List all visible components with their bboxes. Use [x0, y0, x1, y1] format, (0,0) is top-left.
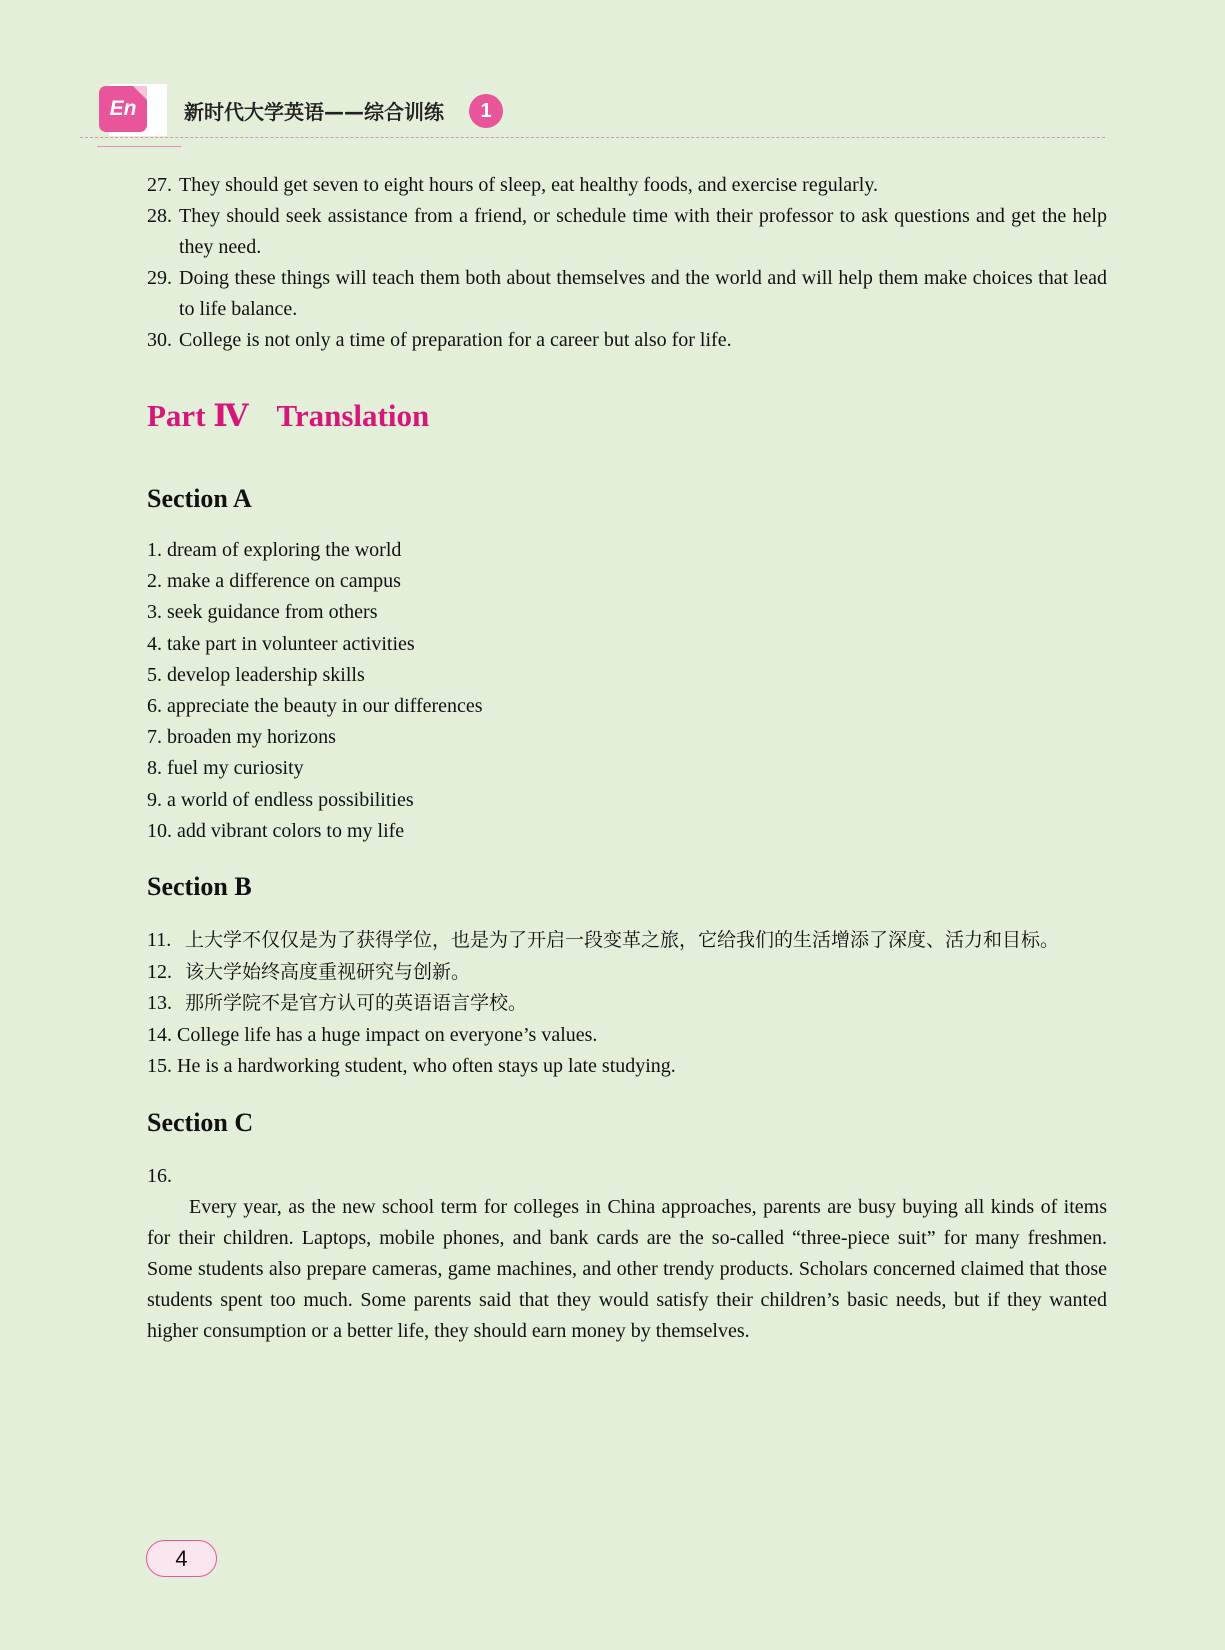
answer-item — [147, 263, 1107, 325]
list-item: 8. fuel my curiosity — [147, 757, 304, 780]
page-header — [0, 0, 1225, 150]
list-item: 7. broaden my horizons — [147, 726, 336, 749]
list-item: 9. a world of endless possibilities — [147, 788, 414, 811]
part-title: Translation — [276, 398, 430, 433]
item-number: 27. — [147, 174, 172, 196]
answers-continued — [147, 170, 1107, 356]
list-item: 6. appreciate the beauty in our differences — [147, 695, 483, 718]
item-text: 该大学始终高度重视研究与创新。 — [185, 960, 471, 983]
list-item: 3. seek guidance from others — [147, 601, 378, 624]
translation-paragraph: Every year, as the new school term for colleges in China approaches, parents are busy buying all kinds of items for their children. Laptops, mobile phones, and bank cards are the so-called “three-piece suit” for many freshmen. Some students also prepare cameras, game machines, and other trendy products. Scholars concerned claimed that those students spent too much. Some parents said that they would satisfy their children’s basic needs, but if they wanted higher consumption or a better life, they should earn money by themselves. — [147, 1195, 1107, 1343]
part-heading — [147, 395, 1107, 437]
item-text: Doing these things will teach them both about themselves and the world and will help them make choices that lead to life balance. — [179, 267, 1107, 320]
item-text: 上大学不仅仅是为了获得学位，也是为了开启一段变革之旅，它给我们的生活增添了深度、活力和目标。 — [185, 929, 1060, 952]
item-text: They should get seven to eight hours of sleep, eat healthy foods, and exercise regularly. — [179, 174, 879, 196]
list-item — [147, 925, 1107, 957]
list-item: 1. dream of exploring the world — [147, 539, 402, 561]
volume-badge: 1 — [469, 94, 503, 128]
logo — [99, 84, 169, 136]
item-number: 29. — [147, 267, 172, 289]
list-item: 5. develop leadership skills — [147, 663, 365, 686]
section-b-heading: Section B — [147, 872, 252, 902]
list-item: 10. add vibrant colors to my life — [147, 819, 405, 842]
section-a-heading: Section A — [147, 484, 252, 513]
section-c-number: 16. — [147, 1164, 172, 1187]
list-item: 14. College life has a huge impact on everyone’s values. — [147, 1023, 598, 1046]
section-c-heading: Section C — [147, 1107, 254, 1137]
header-dashed-divider — [80, 137, 1105, 138]
item-number: 11. — [147, 929, 172, 952]
page-content — [147, 170, 1107, 1348]
part-label: Part — [147, 398, 206, 433]
answer-item — [147, 325, 1107, 356]
logo-fold-corner — [133, 86, 147, 100]
item-text: 那所学院不是官方认可的英语语言学校。 — [185, 992, 528, 1015]
book-title: 新时代大学英语——综合训练 — [184, 100, 444, 124]
item-number: 13. — [147, 992, 172, 1015]
answer-item — [147, 170, 1107, 201]
list-item — [147, 957, 1107, 989]
item-text: They should seek assistance from a friend, or schedule time with their professor to ask questions and get the help they need. — [179, 205, 1107, 258]
list-item: 2. make a difference on campus — [147, 570, 401, 593]
page-number: 4 — [146, 1540, 217, 1577]
en-logo-icon: En — [99, 86, 147, 132]
item-number: 12. — [147, 960, 172, 983]
answer-item — [147, 201, 1107, 263]
section-a-list — [147, 535, 1107, 847]
list-item: 15. He is a hardworking student, who often stays up late studying. — [147, 1055, 676, 1078]
list-item: 4. take part in volunteer activities — [147, 632, 415, 655]
section-b-list — [147, 925, 1107, 1083]
item-number: 28. — [147, 205, 172, 227]
part-numeral: Ⅳ — [213, 398, 249, 433]
list-item — [147, 988, 1107, 1020]
item-text: College is not only a time of preparation for a career but also for life. — [179, 329, 732, 351]
item-number: 30. — [147, 329, 172, 351]
header-accent-line — [97, 146, 181, 147]
